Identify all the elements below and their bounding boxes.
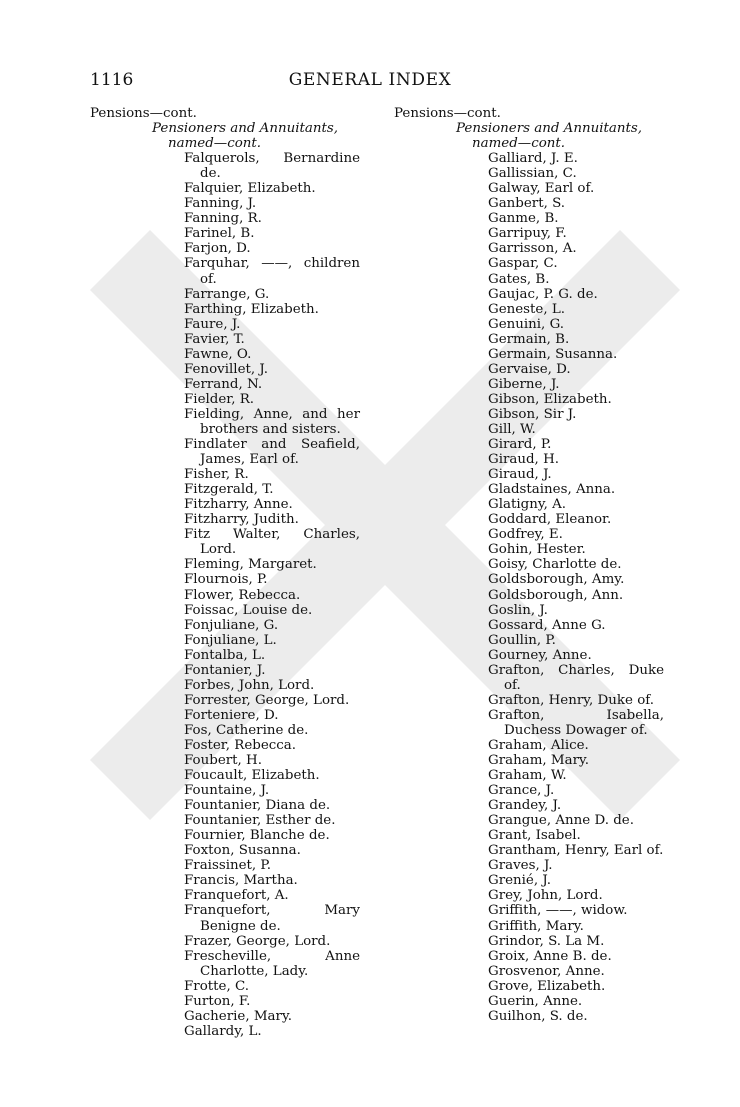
index-entry: Foster, Rebecca. <box>184 737 296 753</box>
index-entry: Goldsborough, Amy. <box>488 572 625 588</box>
index-entry: Flower, Rebecca. <box>184 587 301 603</box>
index-entry: Graves, J. <box>488 858 553 874</box>
index-entry: Goisy, Charlotte de. <box>488 557 622 573</box>
section-heading: Pensions—cont. <box>394 106 501 121</box>
index-entry: Fitzharry, Anne. <box>184 497 293 513</box>
index-entry: Grafton, Charles, Duke of. <box>488 662 664 693</box>
index-entry: Foxton, Susanna. <box>184 843 301 859</box>
index-entry: Gaujac, P. G. de. <box>488 286 598 302</box>
index-entry: Frotte, C. <box>184 978 249 994</box>
index-entry: Franquefort, A. <box>184 888 289 904</box>
index-entry: Germain, Susanna. <box>488 346 618 362</box>
index-entry: Fleming, Margaret. <box>184 557 317 573</box>
index-entry: Gervaise, D. <box>488 361 571 377</box>
index-entry: Goldsborough, Ann. <box>488 587 624 603</box>
index-entry: Griffith, Mary. <box>488 918 584 934</box>
index-entry: Grafton, Isabella, Duchess Dowager of. <box>488 707 664 738</box>
index-entry: Guerin, Anne. <box>488 993 583 1009</box>
index-entry: Galliard, J. E. <box>488 151 578 167</box>
index-entry: Flournois, P. <box>184 572 268 588</box>
index-entry: Graham, Mary. <box>488 753 590 769</box>
left-column <box>90 106 360 1039</box>
index-entry: Ferrand, N. <box>184 376 263 392</box>
index-entry: Ganbert, S. <box>488 196 566 212</box>
index-entry: Faure, J. <box>184 316 241 332</box>
index-entry: Fenovillet, J. <box>184 361 268 377</box>
entry-list <box>90 151 360 1039</box>
index-entry: Fielding, Anne, and her brothers and sisters. <box>184 406 360 437</box>
index-entry: Geneste, L. <box>488 301 566 317</box>
index-entry: Giberne, J. <box>488 376 560 392</box>
index-entry: Fitz Walter, Charles, Lord. <box>184 527 360 558</box>
index-entry: Graham, Alice. <box>488 737 589 753</box>
index-entry: Grindor, S. La M. <box>488 933 605 949</box>
index-entry: Glatigny, A. <box>488 497 567 513</box>
index-entry: Grantham, Henry, Earl of. <box>488 843 664 859</box>
index-entry: Franquefort, Mary Benigne de. <box>184 903 360 934</box>
index-entry: Graham, W. <box>488 768 567 784</box>
page-number: 1116 <box>90 70 134 90</box>
subsection-heading: Pensioners and Annuitants, named—cont. <box>456 121 643 152</box>
index-entry: Fonjuliane, G. <box>184 617 279 633</box>
index-entry: Fitzharry, Judith. <box>184 512 299 528</box>
index-entry: Grafton, Henry, Duke of. <box>488 692 654 708</box>
index-entry: Frazer, George, Lord. <box>184 933 331 949</box>
index-entry: Fournier, Blanche de. <box>184 828 330 844</box>
index-entry: Grenié, J. <box>488 873 551 889</box>
index-entry: Goddard, Eleanor. <box>488 512 612 528</box>
index-entry: Gallardy, L. <box>184 1023 262 1039</box>
index-entry: Gaspar, C. <box>488 256 558 272</box>
subsection-heading: Pensioners and Annuitants, named—cont. <box>152 121 339 152</box>
index-entry: Grangue, Anne D. de. <box>488 813 634 829</box>
index-entry: Genuini, G. <box>488 316 565 332</box>
index-entry: Foubert, H. <box>184 753 262 769</box>
index-entry: Fountanier, Diana de. <box>184 798 331 814</box>
index-entry: Farrange, G. <box>184 286 270 302</box>
index-entry: Fontanier, J. <box>184 662 266 678</box>
index-entry: Frescheville, Anne Charlotte, Lady. <box>184 948 360 979</box>
index-entry: Farthing, Elizabeth. <box>184 301 319 317</box>
index-entry: Fisher, R. <box>184 467 249 483</box>
index-entry: Germain, B. <box>488 331 570 347</box>
entry-list <box>394 151 664 1024</box>
index-entry: Griffith, ——, widow. <box>488 903 628 919</box>
running-head: GENERAL INDEX <box>288 70 452 90</box>
index-entry: Guilhon, S. de. <box>488 1008 588 1024</box>
index-entry: Gourney, Anne. <box>488 647 592 663</box>
index-entry: Gacherie, Mary. <box>184 1008 292 1024</box>
index-entry: Grosvenor, Anne. <box>488 963 605 979</box>
index-entry: Fanning, J. <box>184 196 257 212</box>
index-entry: Fraissinet, P. <box>184 858 271 874</box>
index-entry: Fountaine, J. <box>184 783 270 799</box>
index-entry: Gohin, Hester. <box>488 542 586 558</box>
index-entry: Godfrey, E. <box>488 527 563 543</box>
index-entry: Goullin, P. <box>488 632 556 648</box>
index-entry: Falquier, Elizabeth. <box>184 181 316 197</box>
index-entry: Foissac, Louise de. <box>184 602 313 618</box>
index-entry: Garrisson, A. <box>488 241 577 257</box>
index-entry: Goslin, J. <box>488 602 548 618</box>
index-entry: Fawne, O. <box>184 346 252 362</box>
index-entry: Gibson, Elizabeth. <box>488 391 612 407</box>
index-entry: Giraud, H. <box>488 452 560 468</box>
index-entry: Gossard, Anne G. <box>488 617 606 633</box>
index-entry: Forteniere, D. <box>184 707 279 723</box>
index-entry: Gladstaines, Anna. <box>488 482 616 498</box>
index-entry: Fanning, R. <box>184 211 262 227</box>
index-entry: Farjon, D. <box>184 241 251 257</box>
index-entry: Fos, Catherine de. <box>184 722 309 738</box>
index-entry: Fonjuliane, L. <box>184 632 277 648</box>
index-entry: Fountanier, Esther de. <box>184 813 336 829</box>
index-entry: Ganme, B. <box>488 211 559 227</box>
index-entry: Giraud, J. <box>488 467 552 483</box>
index-entry: Grant, Isabel. <box>488 828 581 844</box>
index-entry: Girard, P. <box>488 437 552 453</box>
section-heading: Pensions—cont. <box>90 106 197 121</box>
index-entry: Farinel, B. <box>184 226 255 242</box>
index-entry: Grandey, J. <box>488 798 562 814</box>
index-entry: Gill, W. <box>488 421 536 437</box>
index-entry: Fontalba, L. <box>184 647 266 663</box>
index-entry: Forrester, George, Lord. <box>184 692 350 708</box>
index-entry: Favier, T. <box>184 331 245 347</box>
index-entry: Gibson, Sir J. <box>488 406 577 422</box>
index-entry: Grance, J. <box>488 783 555 799</box>
index-entry: Galway, Earl of. <box>488 181 595 197</box>
index-entry: Grove, Elizabeth. <box>488 978 606 994</box>
index-entry: Gates, B. <box>488 271 550 287</box>
index-entry: Falquerols, Bernardine de. <box>184 151 360 182</box>
index-entry: Francis, Martha. <box>184 873 298 889</box>
index-entry: Fielder, R. <box>184 391 255 407</box>
index-entry: Farquhar, ——, children of. <box>184 256 360 287</box>
index-entry: Fitzgerald, T. <box>184 482 274 498</box>
index-entry: Findlater and Seafield, James, Earl of. <box>184 437 360 468</box>
right-column <box>394 106 664 1024</box>
index-entry: Foucault, Elizabeth. <box>184 768 320 784</box>
index-entry: Groix, Anne B. de. <box>488 948 612 964</box>
index-entry: Gallissian, C. <box>488 166 577 182</box>
index-entry: Grey, John, Lord. <box>488 888 603 904</box>
index-entry: Garripuy, F. <box>488 226 567 242</box>
index-entry: Furton, F. <box>184 993 251 1009</box>
index-entry: Forbes, John, Lord. <box>184 677 315 693</box>
